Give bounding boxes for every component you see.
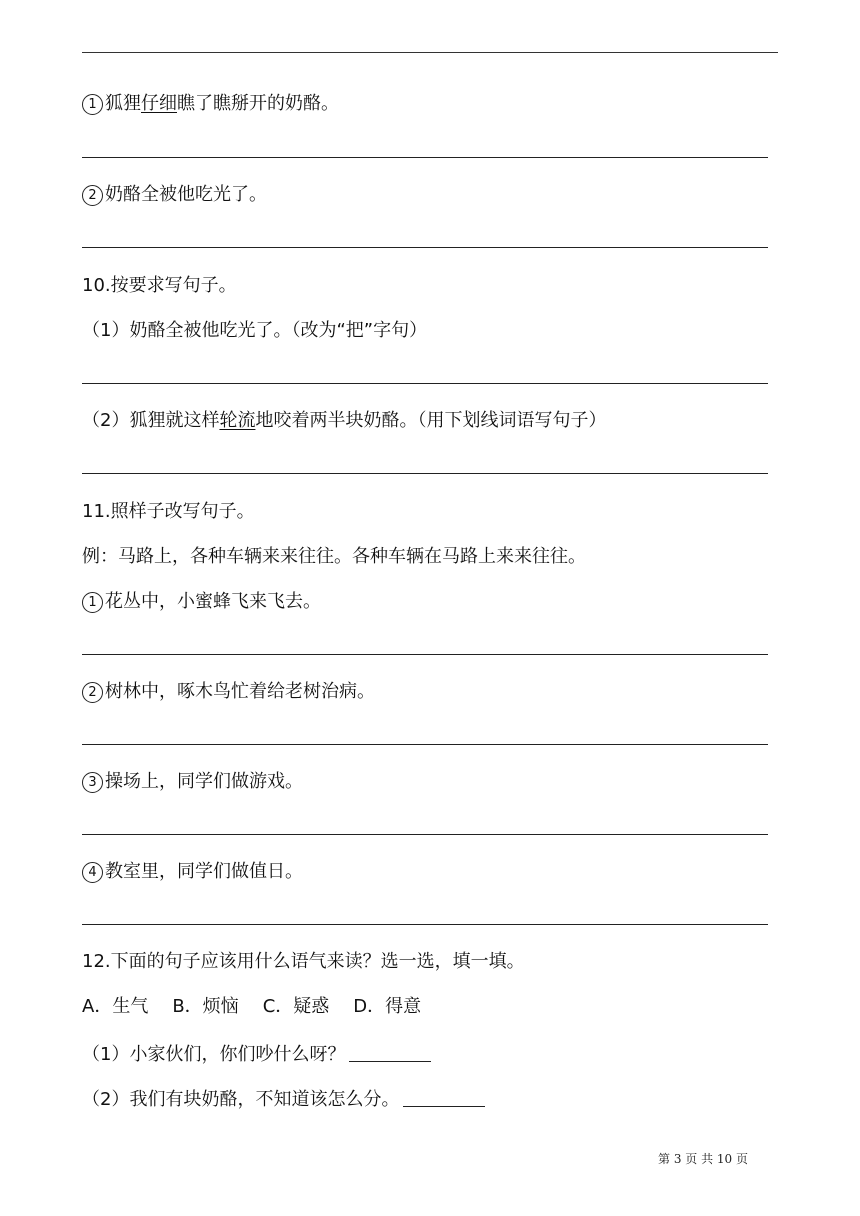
option-c: C．疑惑 [262,996,330,1017]
circled-number: 2 [82,185,103,206]
q12-title: 12.下面的句子应该用什么语气来读？选一选，填一填。 [82,951,525,972]
fill-blank[interactable] [403,1086,485,1107]
q11-item-2: 2 树林中，啄木鸟忙着给老树治病。 [82,680,375,704]
answer-line[interactable] [82,473,768,474]
answer-line[interactable] [82,383,768,384]
circled-number: 4 [82,862,103,883]
q11-example: 例：马路上，各种车辆来来往往。各种车辆在马路上来来往往。 [82,546,586,567]
q11-item-4: 4 教室里，同学们做值日。 [82,860,303,884]
answer-line[interactable] [82,924,768,925]
q11-title: 11.照样子改写句子。 [82,501,255,522]
q12-options [82,995,445,1019]
underlined-word: 仔细 [141,93,177,114]
option-d: D．得意 [353,996,422,1017]
q12-sentence-2: （2）我们有块奶酪，不知道该怎么分。 [82,1086,485,1112]
underlined-word: 轮流 [219,410,256,431]
circled-number: 1 [82,94,103,115]
q10-title: 10.按要求写句子。 [82,275,237,296]
circled-number: 1 [82,592,103,613]
q9-sentence-2: 2 奶酪全被他吃光了。 [82,183,267,207]
answer-line[interactable] [82,834,768,835]
option-b: B．烦恼 [172,996,239,1017]
q11-item-3: 3 操场上，同学们做游戏。 [82,770,303,794]
header-rule [82,52,778,53]
option-a: A．生气 [82,996,149,1017]
answer-line[interactable] [82,744,768,745]
q9-sentence-1: 1 狐狸仔细瞧了瞧掰开的奶酪。 [82,92,339,116]
circled-number: 2 [82,682,103,703]
q10-sentence-1: （1）奶酪全被他吃光了。（改为“把”字句） [82,320,428,341]
answer-line[interactable] [82,157,768,158]
answer-line[interactable] [82,247,768,248]
answer-line[interactable] [82,654,768,655]
page-number: 第 3 页 共 10 页 [658,1152,748,1166]
q10-sentence-2: （2）狐狸就这样轮流地咬着两半块奶酪。（用下划线词语写句子） [82,410,607,431]
fill-blank[interactable] [349,1041,431,1062]
q12-sentence-1: （1）小家伙们，你们吵什么呀？ [82,1041,431,1067]
circled-number: 3 [82,772,103,793]
q11-item-1: 1 花丛中，小蜜蜂飞来飞去。 [82,590,321,614]
